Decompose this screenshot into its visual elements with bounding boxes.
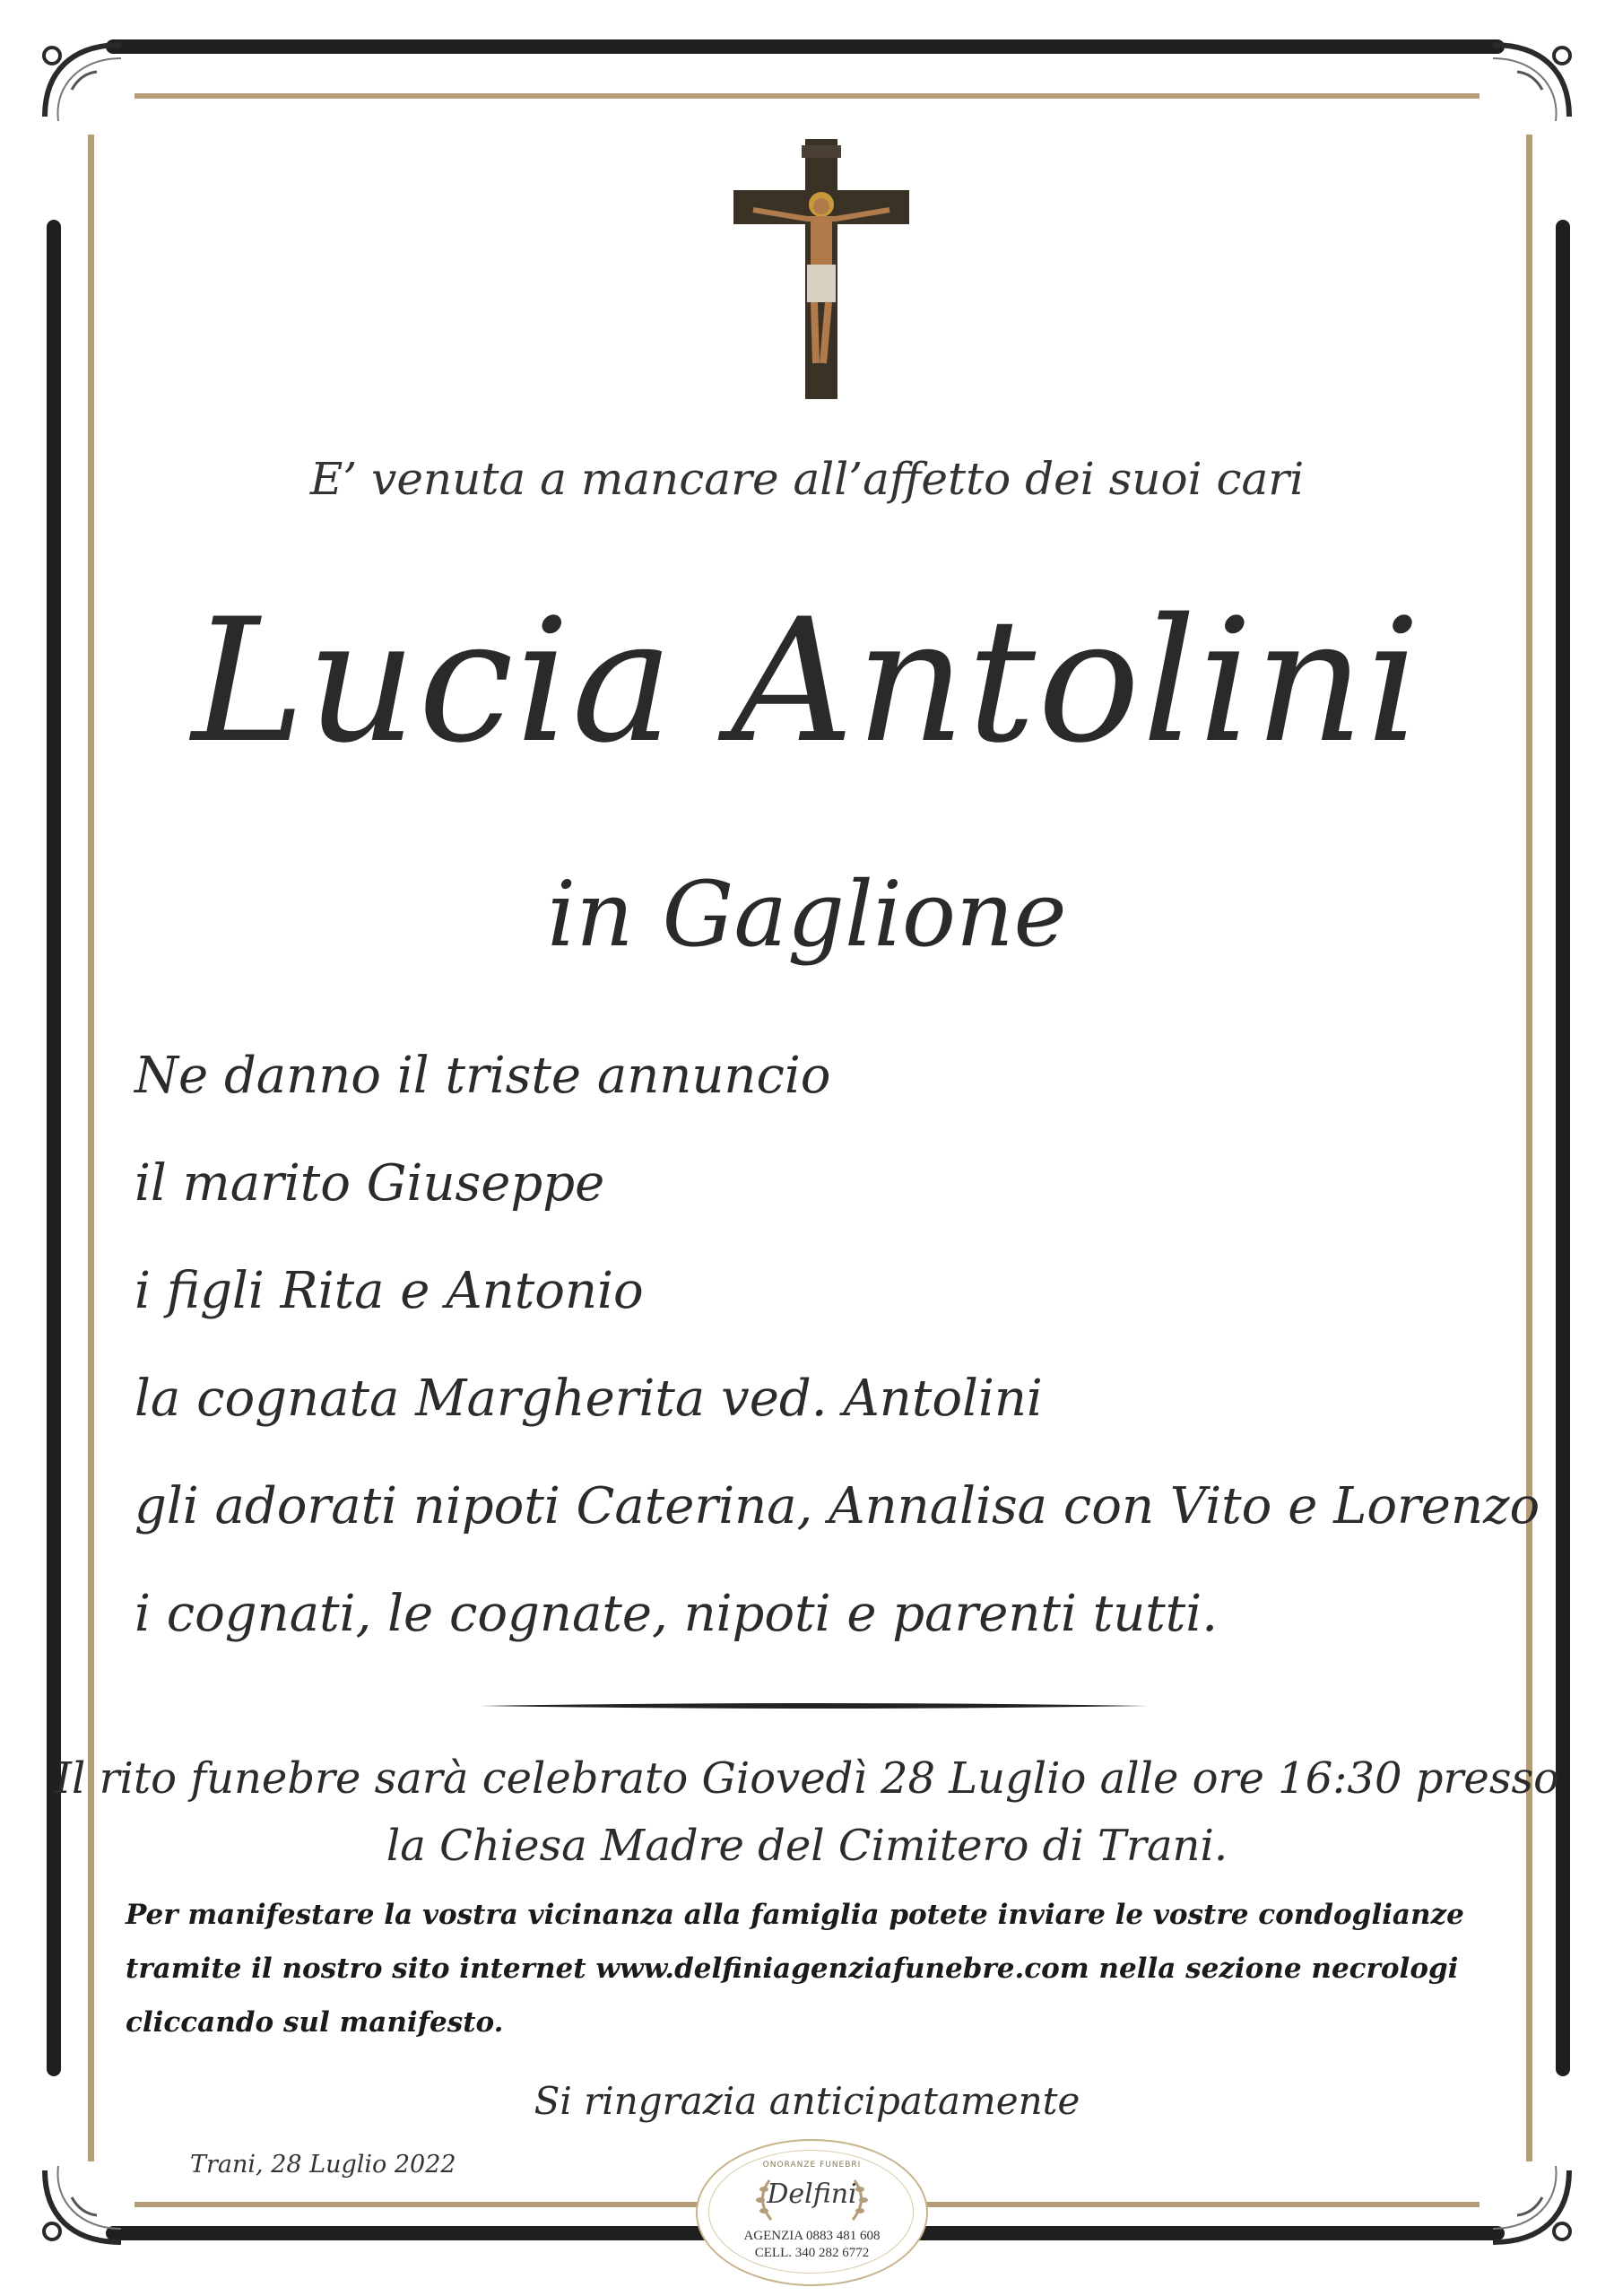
intro-text: E’ venuta a mancare all’affetto dei suoi cari [309,453,1305,505]
mourner-line: i figli Rita e Antonio [134,1262,644,1320]
mourner-line: gli adorati nipoti Caterina, Annalisa con Vito e Lorenzo [134,1477,1540,1535]
mourners-list [134,1045,1540,1691]
married-name: in Gaglione [547,862,1067,967]
rite-line-1: Il rito funebre sarà celebrato Giovedì 28 Luglio alle ore 16:30 presso [55,1753,1559,1804]
place-date: Trani, 28 Luglio 2022 [190,2151,456,2179]
rite-line-2: la Chiesa Madre del Cimitero di Trani. [386,1821,1228,1871]
crucifix-icon [726,135,915,404]
divider-line [480,1702,1148,1709]
corner-ornament-bottom-right [1480,2152,1578,2251]
condolence-notice: Per manifestare la vostra vicinanza alla famiglia potete inviare le vostre condoglianze tramite il nostro sito internet www.delfiniagenziafunebre.com nella sezione necrologi cliccando sul manifesto. [126,1899,1464,2039]
mourner-line: il marito Giuseppe [134,1154,605,1213]
mourner-line: Ne danno il triste annuncio [134,1047,831,1105]
logo-tagline: ONORANZE FUNEBRI [762,2161,862,2170]
corner-ornament-bottom-left [36,2152,134,2251]
logo-mobile: CELL. 340 282 6772 [754,2246,870,2260]
mourner-line: la cognata Margherita ved. Antolini [134,1370,1043,1428]
agency-logo [696,2139,928,2286]
mourner-line: i cognati, le cognate, nipoti e parenti tutti. [134,1585,1218,1643]
corner-ornament-top-right [1480,36,1578,135]
logo-brand: Delfini [767,2179,857,2210]
frame-top-bar [106,39,1505,54]
corner-ornament-top-left [36,36,134,135]
thanks-text: Si ringrazia anticipatamente [534,2079,1080,2123]
logo-phone: AGENZIA 0883 481 608 [743,2229,881,2243]
deceased-name: Lucia Antolini [191,582,1423,780]
frame-top-gold [134,93,1480,99]
